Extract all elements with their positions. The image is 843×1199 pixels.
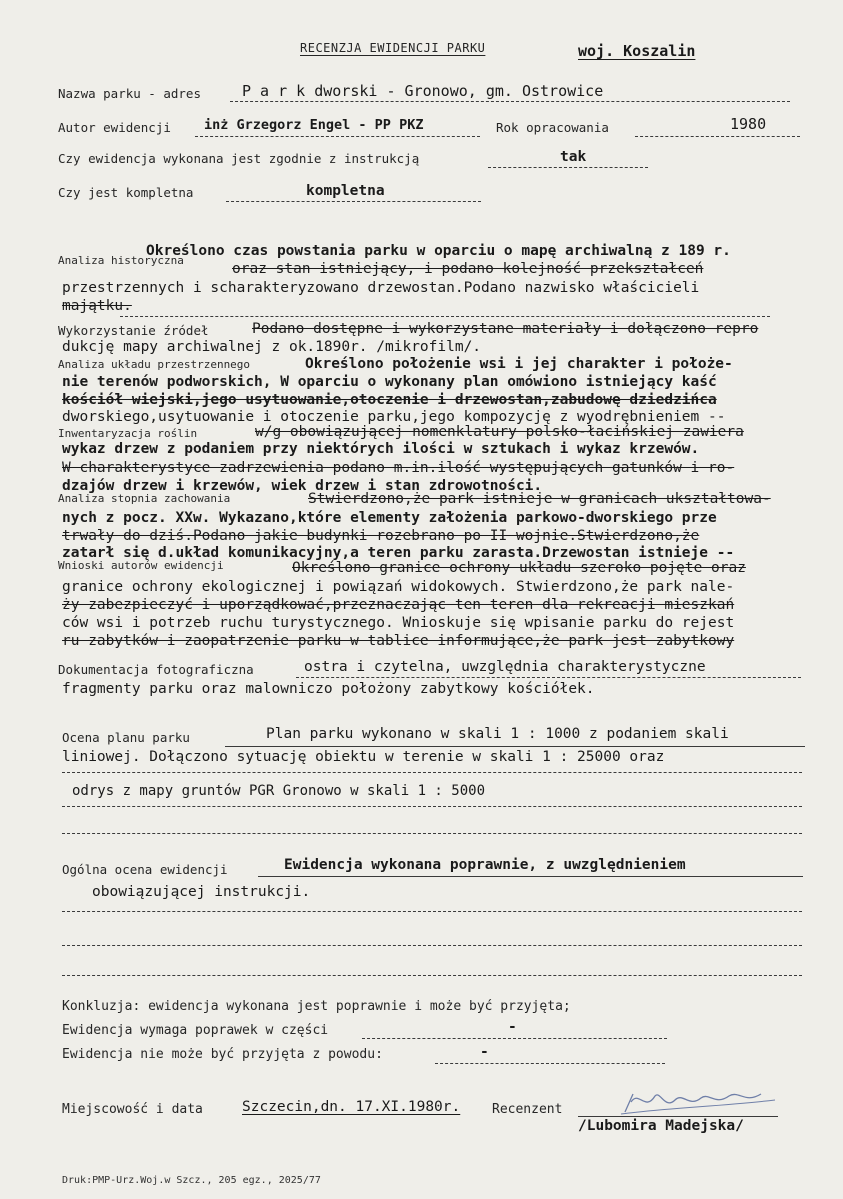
general-rule-1 <box>258 876 803 877</box>
conclusions-line-1: Określono granice ochrony układu szeroko pojęte oraz <box>292 560 746 576</box>
inventory-line-3: W charakterystyce zadrzewienia podano m.in.ilość występujących gatunków i ro- <box>62 460 735 476</box>
historical-line-3: przestrzennych i scharakteryzowano drzewostan.Podano nazwisko właścicieli <box>62 280 700 296</box>
conclusion-line-3-label: Ewidencja nie może być przyjęta z powodu: <box>62 1047 383 1062</box>
plan-rule-3 <box>62 806 802 807</box>
general-rule-4 <box>62 975 802 976</box>
year-value: 1980 <box>730 115 767 133</box>
spatial-line-1: Określono położenie wsi i jej charakter i położe- <box>305 356 733 372</box>
photo-line-2: fragmenty parku oraz malowniczo położony zabytkowy kościółek. <box>62 681 595 697</box>
condition-line-2: nych z pocz. XXw. Wykazano,które elementy założenia parkowo-dworskiego prze <box>62 510 717 526</box>
conclusion-line-1: Konkluzja: ewidencja wykonana jest poprawnie i może być przyjęta; <box>62 999 571 1014</box>
plan-rule-2 <box>62 772 802 773</box>
inventory-label: Inwentaryzacja roślin <box>58 427 198 440</box>
condition-line-1: Stwierdzono,że park istnieje w granicach ukształtowa- <box>308 491 771 507</box>
plan-line-1: Plan parku wykonano w skali 1 : 1000 z podaniem skali <box>266 726 729 742</box>
author-label: Autor ewidencji <box>58 120 171 135</box>
sources-line-2: dukcję mapy archiwalnej z ok.1890r. /mikrofilm/. <box>62 339 482 355</box>
region-value: woj. Koszalin <box>578 42 696 60</box>
form-title: RECENZJA EWIDENCJI PARKU <box>300 41 486 55</box>
conclusions-label: Wnioski autorów ewidencji <box>58 559 224 572</box>
conclusions-line-3: ży zabezpieczyć i uporządkować,przeznaczając ten teren dla rekreacji mieszkań <box>62 597 735 613</box>
historical-line-4: majątku. <box>62 298 132 314</box>
general-rule-2 <box>62 911 802 912</box>
year-label: Rok opracowania <box>496 120 609 135</box>
year-rule <box>635 136 800 137</box>
plan-rule-1 <box>225 746 805 747</box>
author-rule <box>195 136 480 137</box>
sources-label: Wykorzystanie źródeł <box>58 323 209 338</box>
spatial-line-3: kościół wiejski,jego usytuowanie,otoczenie i drzewostan,zabudowę dziedzińca <box>62 392 717 408</box>
condition-line-4: zatarł się d.układ komunikacyjny,a teren parku zarasta.Drzewostan istnieje -- <box>62 545 735 561</box>
inventory-line-2: wykaz drzew z podaniem przy niektórych ilości w sztukach i wykaz krzewów. <box>62 441 700 457</box>
general-rule-3 <box>62 945 802 946</box>
instruction-label: Czy ewidencja wykonana jest zgodnie z instrukcją <box>58 151 420 166</box>
conclusion-line-2-label: Ewidencja wymaga poprawek w części <box>62 1023 329 1038</box>
conclusions-line-4: ców wsi i potrzeb ruchu turystycznego. Wnioskuje się wpisanie parku do rejest <box>62 615 735 631</box>
park-name-value: P a r k dworski - Gronowo, gm. Ostrowice <box>242 82 604 100</box>
conclusion-line-2-value: - <box>508 1019 517 1035</box>
inventory-line-1: w/g obowiązującej nomenklatury polsko-łacińskiej zawiera <box>255 424 744 440</box>
park-name-label: Nazwa parku - adres <box>58 86 201 101</box>
instruction-value: tak <box>560 149 587 165</box>
plan-line-3: odrys z mapy gruntów PGR Gronowo w skali 1 : 5000 <box>72 783 486 799</box>
complete-value: kompletna <box>306 183 385 199</box>
historical-line-1: Określono czas powstania parku w oparciu o mapę archiwalną z 189 r. <box>146 243 731 259</box>
historical-rule <box>120 316 770 317</box>
instruction-rule <box>488 167 648 168</box>
plan-line-2: liniowej. Dołączono sytuację obiektu w terenie w skali 1 : 25000 oraz <box>62 749 665 765</box>
reviewer-label: Recenzent <box>492 1102 563 1117</box>
photo-rule <box>296 677 801 678</box>
reviewer-rule <box>578 1116 778 1117</box>
conclusion-line-3-value: - <box>480 1044 489 1060</box>
historical-line-2: oraz stan istniejący, i podano kolejność przekształceń <box>232 261 704 277</box>
complete-rule <box>226 201 481 202</box>
general-line-2: obowiązującej instrukcji. <box>92 884 311 900</box>
photo-line-1: ostra i czytelna, uwzględnia charakterystyczne <box>304 659 706 675</box>
spatial-label: Analiza układu przestrzennego <box>58 358 251 371</box>
place-date-label: Miejscowość i data <box>62 1102 203 1117</box>
place-date-value: Szczecin,dn. 17.XI.1980r. <box>242 1099 461 1115</box>
historical-label: Analiza historyczna <box>58 254 184 267</box>
plan-rule-4 <box>62 833 802 834</box>
complete-label: Czy jest kompletna <box>58 185 194 200</box>
author-value: inż Grzegorz Engel - PP PKZ <box>204 117 424 133</box>
park-name-rule <box>230 101 790 102</box>
general-line-1: Ewidencja wykonana poprawnie, z uwzględnieniem <box>284 857 686 873</box>
print-note: Druk:PMP-Urz.Woj.w Szcz., 205 egz., 2025/77 <box>62 1175 321 1186</box>
condition-label: Analiza stopnia zachowania <box>58 492 231 505</box>
spatial-line-4: dworskiego,usytuowanie i otoczenie parku,jego kompozycję z wyodrębnieniem -- <box>62 409 726 425</box>
conclusion-line-2-rule <box>362 1038 667 1039</box>
sources-line-1: Podano dostępne i wykorzystane materiały i dołączono repro <box>252 321 759 337</box>
photo-label: Dokumentacja fotograficzna <box>58 662 254 677</box>
condition-line-3: trwały do dziś.Podano jakie budynki rozebrano po II wojnie.Stwierdzono,że <box>62 528 700 544</box>
reviewer-name: /Lubomira Madejska/ <box>578 1118 744 1134</box>
plan-label: Ocena planu parku <box>62 730 190 745</box>
general-label: Ogólna ocena ewidencji <box>62 862 228 877</box>
conclusion-line-3-rule <box>435 1063 665 1064</box>
spatial-line-2: nie terenów podworskich, W oparciu o wykonany plan omówiono istniejący kaść <box>62 374 717 390</box>
inventory-line-4: dzajów drzew i krzewów, wiek drzew i stan zdrowotności. <box>62 478 543 494</box>
conclusions-line-5: ru zabytków i zaopatrzenie parku w tablice informujące,że park jest zabytkowy <box>62 633 735 649</box>
conclusions-line-2: granice ochrony ekologicznej i powiązań widokowych. Stwierdzono,że park nale- <box>62 579 735 595</box>
